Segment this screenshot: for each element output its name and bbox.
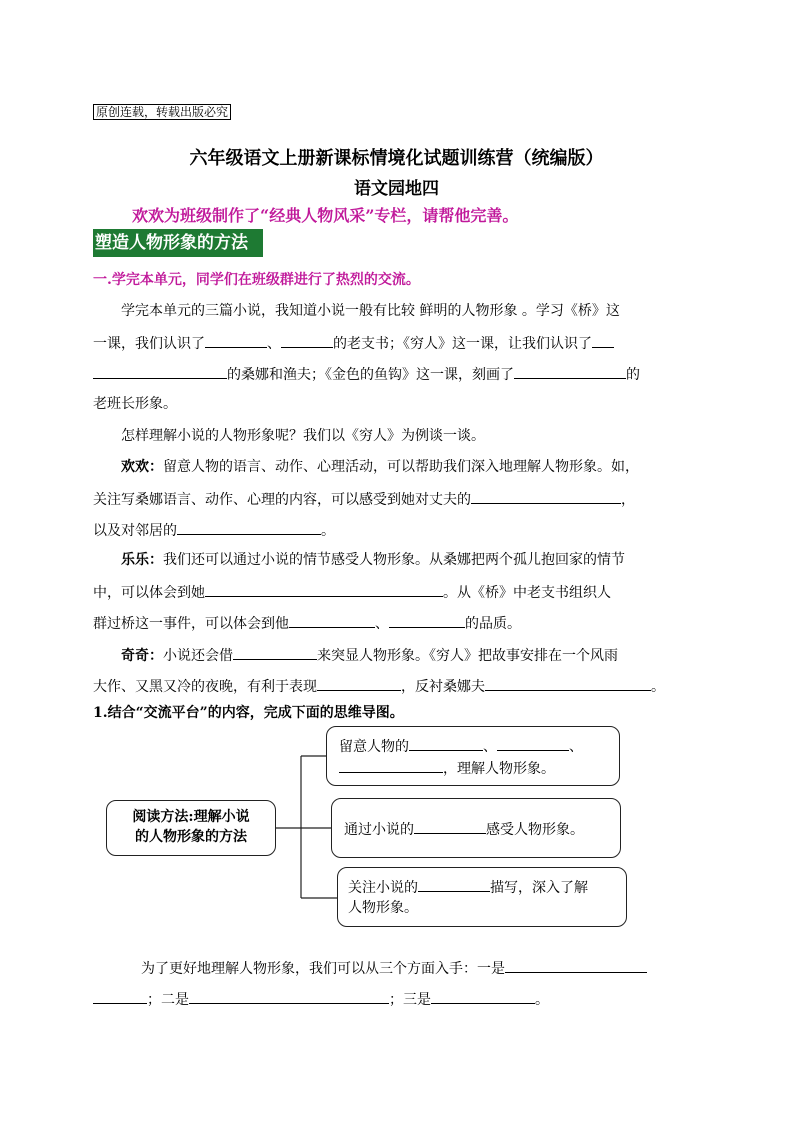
section-title: 塑造人物形象的方法 xyxy=(93,229,263,257)
paragraph-line: 中，可以体会到她 。从《桥》中老支书组织人 xyxy=(93,581,701,603)
answer-blank[interactable] xyxy=(471,488,621,504)
question-2-heading: 1.结合“交流平台”的内容，完成下面的思维导图。 xyxy=(93,705,404,721)
answer-blank[interactable] xyxy=(505,957,647,973)
answer-blank[interactable] xyxy=(339,757,443,773)
answer-blank[interactable] xyxy=(592,332,614,348)
answer-blank[interactable] xyxy=(497,735,569,751)
question-1-heading: 一.学完本单元，同学们在班级群进行了热烈的交流。 xyxy=(93,272,420,288)
answer-blank[interactable] xyxy=(281,332,333,348)
paragraph-line: 的桑娜和渔夫；《金色的鱼钩》这一课，刻画了 的 xyxy=(93,363,701,385)
summary-line: 为了更好地理解人物形象，我们可以从三个方面入手：一是 xyxy=(93,957,701,979)
answer-blank[interactable] xyxy=(205,581,443,597)
paragraph-line: 怎样理解小说的人物形象呢？我们以《穷人》为例谈一谈。 xyxy=(121,428,485,444)
paragraph-line: 大作、又黑又冷的夜晚，有利于表现 ，反衬桑娜夫 。 xyxy=(93,675,701,697)
answer-blank[interactable] xyxy=(233,644,317,660)
answer-blank[interactable] xyxy=(418,876,490,892)
paragraph-line: 学完本单元的三篇小说，我知道小说一般有比较 鲜明的人物形象 。学习《桥》这 xyxy=(121,303,620,319)
page-title: 六年级语文上册新课标情境化试题训练营（统编版） xyxy=(189,148,604,169)
page-subtitle: 语文园地四 xyxy=(354,179,439,199)
paragraph-line: 老班长形象。 xyxy=(93,396,177,412)
summary-line: ；二是 ；三是 。 xyxy=(93,988,701,1010)
mind-map-center-node: 阅读方法:理解小说 的人物形象的方法 xyxy=(106,800,276,856)
answer-blank[interactable] xyxy=(93,988,147,1004)
answer-blank[interactable] xyxy=(409,735,483,751)
answer-blank[interactable] xyxy=(289,612,375,628)
answer-blank[interactable] xyxy=(93,363,227,379)
paragraph-line: 欢欢：留意人物的语言、动作、心理活动，可以帮助我们深入地理解人物形象。如， xyxy=(121,459,639,475)
answer-blank[interactable] xyxy=(189,988,389,1004)
mind-map-branch-3: 关注小说的 描写，深入了解 人物形象。 xyxy=(337,867,627,927)
paragraph-line: 乐乐：我们还可以通过小说的情节感受人物形象。从桑娜把两个孤儿抱回家的情节 xyxy=(121,552,625,568)
paragraph-line: 一课，我们认识了 、 的老支书；《穷人》这一课，让我们认识了 xyxy=(93,332,701,354)
answer-blank[interactable] xyxy=(514,363,626,379)
mind-map-branch-2: 通过小说的 感受人物形象。 xyxy=(331,798,621,858)
answer-blank[interactable] xyxy=(431,988,535,1004)
speaker-qiqi: 奇奇： xyxy=(121,648,163,664)
copyright-notice: 原创连载，转载出版必究 xyxy=(93,104,231,120)
paragraph-line: 关注写桑娜语言、动作、心理的内容，可以感受到她对丈夫的 ， xyxy=(93,488,701,510)
answer-blank[interactable] xyxy=(389,612,465,628)
answer-blank[interactable] xyxy=(177,519,321,535)
speaker-lele: 乐乐： xyxy=(121,552,163,568)
intro-text: 欢欢为班级制作了“经典人物风采”专栏，请帮他完善。 xyxy=(132,206,519,225)
answer-blank[interactable] xyxy=(485,675,651,691)
answer-blank[interactable] xyxy=(317,675,401,691)
mind-map-branch-1: 留意人物的 、 、 ，理解人物形象。 xyxy=(326,726,620,786)
speaker-huanhuan: 欢欢： xyxy=(121,459,163,475)
paragraph-line: 以及对邻居的 。 xyxy=(93,519,701,541)
paragraph-line: 奇奇：小说还会借 来突显人物形象。《穷人》把故事安排在一个风雨 xyxy=(93,644,701,666)
answer-blank[interactable] xyxy=(414,818,486,834)
answer-blank[interactable] xyxy=(205,332,267,348)
paragraph-line: 群过桥这一事件，可以体会到他 、 的品质。 xyxy=(93,612,701,634)
